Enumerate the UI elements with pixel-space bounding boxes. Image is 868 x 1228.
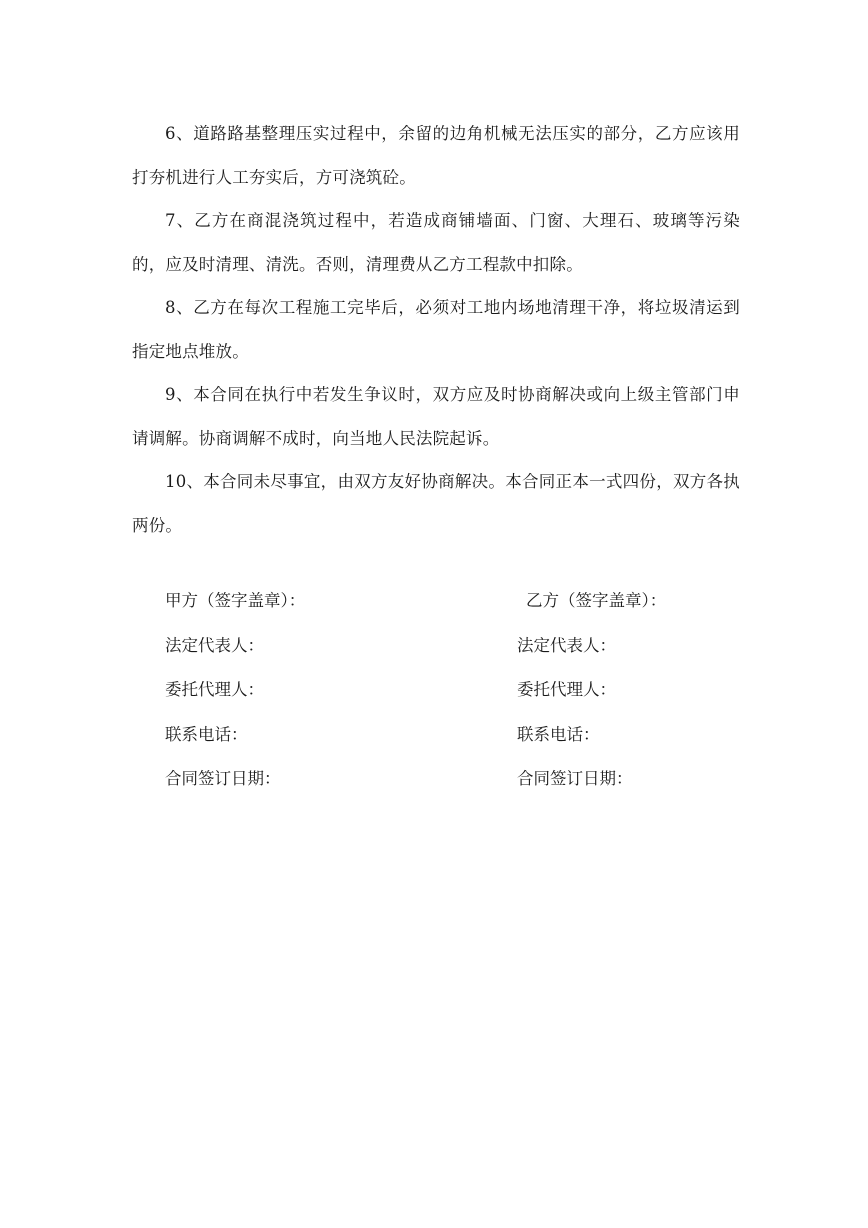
clause-7: 7、乙方在商混浇筑过程中，若造成商铺墙面、门窗、大理石、玻璃等污染的，应及时清理、清洗。否则，清理费从乙方工程款中扣除。 [132,211,740,274]
clause-8: 8、乙方在每次工程施工完毕后，必须对工地内场地清理干净，将垃圾清运到指定地点堆放。 [132,298,740,361]
party-a-phone: 联系电话： [165,724,248,744]
signature-block [165,577,725,800]
signature-agent-row [165,666,725,711]
party-b-phone: 联系电话： [517,724,600,744]
party-b-header: 乙方（签字盖章）： [526,591,667,611]
signature-header-row [165,577,725,622]
party-a-agent: 委托代理人： [165,680,264,700]
signature-legal-rep-row [165,622,725,667]
clause-6: 6、道路路基整理压实过程中，余留的边角机械无法压实的部分，乙方应该用打夯机进行人工夯实后，方可浇筑砼。 [132,124,740,187]
party-a-date: 合同签订日期： [165,769,281,789]
clause-10: 10、本合同未尽事宜，由双方友好协商解决。本合同正本一式四份，双方各执两份。 [132,472,740,535]
contract-clauses [132,112,740,547]
signature-phone-row [165,711,725,756]
party-b-agent: 委托代理人： [517,680,616,700]
party-b-legal-rep: 法定代表人： [517,635,616,655]
party-a-legal-rep: 法定代表人： [165,635,264,655]
party-b-date: 合同签订日期： [517,769,633,789]
signature-date-row [165,755,725,800]
clause-9: 9、本合同在执行中若发生争议时，双方应及时协商解决或向上级主管部门申请调解。协商调解不成时，向当地人民法院起诉。 [132,385,740,448]
party-a-header: 甲方（签字盖章）： [165,591,306,611]
